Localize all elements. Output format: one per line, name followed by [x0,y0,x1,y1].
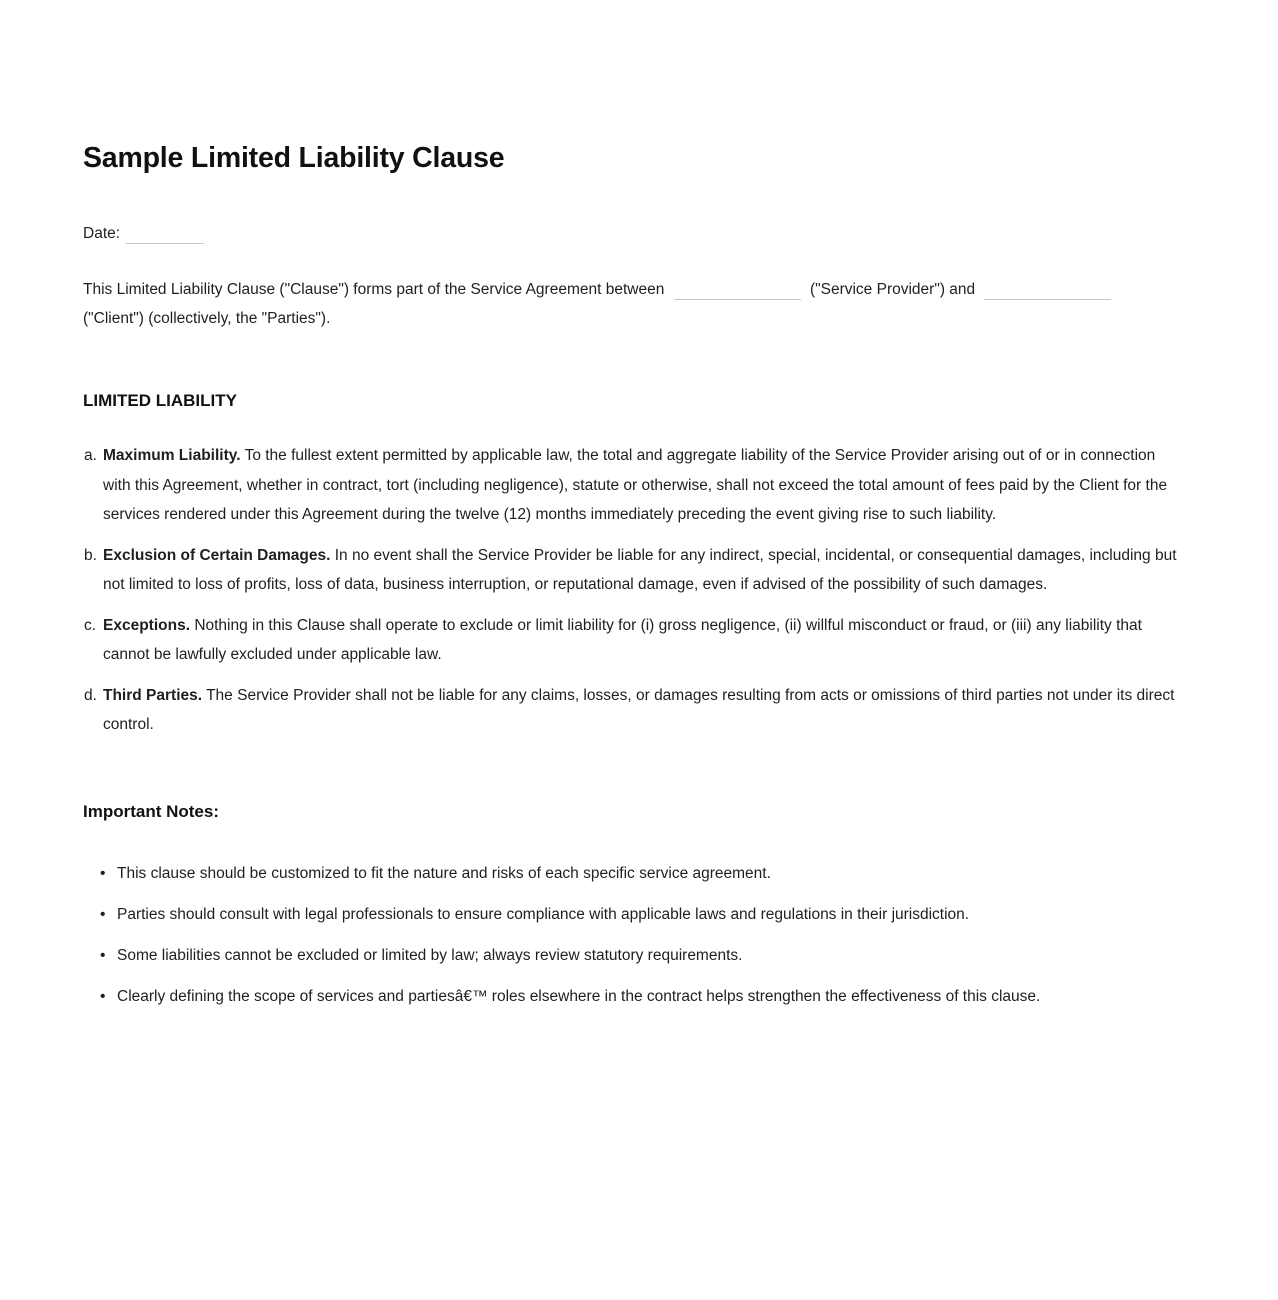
note-text: Clearly defining the scope of services and partiesâ€™ roles elsewhere in the contract helps strengthen the effectiveness of this clause. [117,987,1041,1005]
service-provider-blank-line [674,299,801,300]
clause-text: In no event shall the Service Provider be liable for any indirect, special, incidental, or consequential damages, including but not limited to loss of profits, loss of data, business interruption, or reputational damage, even if advised of the possibility of such damages. [103,546,1177,593]
date-blank-line [126,243,204,244]
clause-term: Exclusion of Certain Damages. [103,546,331,564]
note-item [83,987,1185,1007]
bullet-icon: • [100,864,106,882]
note-text: Some liabilities cannot be excluded or limited by law; always review statutory requirements. [117,946,743,964]
bullet-icon: • [100,987,106,1005]
clause-list [83,441,1185,740]
client-blank-line [984,299,1111,300]
bullet-icon: • [100,905,106,923]
clause-term: Maximum Liability. [103,447,241,464]
clause-term: Third Parties. [103,686,203,704]
note-text: Parties should consult with legal professionals to ensure compliance with applicable laws and regulations in their jurisdiction. [117,905,970,923]
clause-marker: d. [84,686,97,704]
note-item [83,905,1185,925]
clause-text: Nothing in this Clause shall operate to exclude or limit liability for (i) gross negligence, (ii) willful misconduct or fraud, or (iii) any liability that cannot be lawfully excluded under applicable law. [103,616,1142,663]
clause-text: The Service Provider shall not be liable for any claims, losses, or damages resulting from acts or omissions of third parties not under its direct control. [103,686,1175,733]
clause-text: To the fullest extent permitted by applicable law, the total and aggregate liability of the Service Provider arising out of or in connection with this Agreement, whether in contract, tort (including negligence), statute or otherwise, shall not exceed the total amount of fees paid by the Client for the services rendered under this Agreement during the twelve (12) months immediately preceding the event giving rise to such liability. [103,447,1168,523]
intro-text-2: ("Service Provider") and [809,281,976,298]
clause-term: Exceptions. [103,616,190,634]
notes-heading: Important Notes: [83,801,219,821]
section-heading-limited-liability: LIMITED LIABILITY [83,391,237,410]
date-label: Date: [83,225,121,242]
date-row [83,225,1185,243]
intro-paragraph [83,275,1185,333]
clause-item-c [83,611,1185,670]
clause-marker: a. [84,447,97,464]
clause-marker: c. [84,616,97,634]
bullet-icon: • [100,946,106,964]
intro-text-3: ("Client") (collectively, the "Parties"). [83,310,331,327]
note-text: This clause should be customized to fit the nature and risks of each specific service agreement. [117,864,771,882]
document-title: Sample Limited Liability Clause [83,142,505,174]
notes-list [83,864,1185,1007]
intro-text-1: This Limited Liability Clause ("Clause") forms part of the Service Agreement between [83,281,665,298]
clause-item-d [83,681,1185,740]
clause-item-a [83,441,1185,530]
intro-line-1 [83,281,1116,298]
note-item [83,946,1185,966]
clause-marker: b. [84,546,97,564]
note-item [83,864,1185,884]
clause-item-b [83,541,1185,600]
